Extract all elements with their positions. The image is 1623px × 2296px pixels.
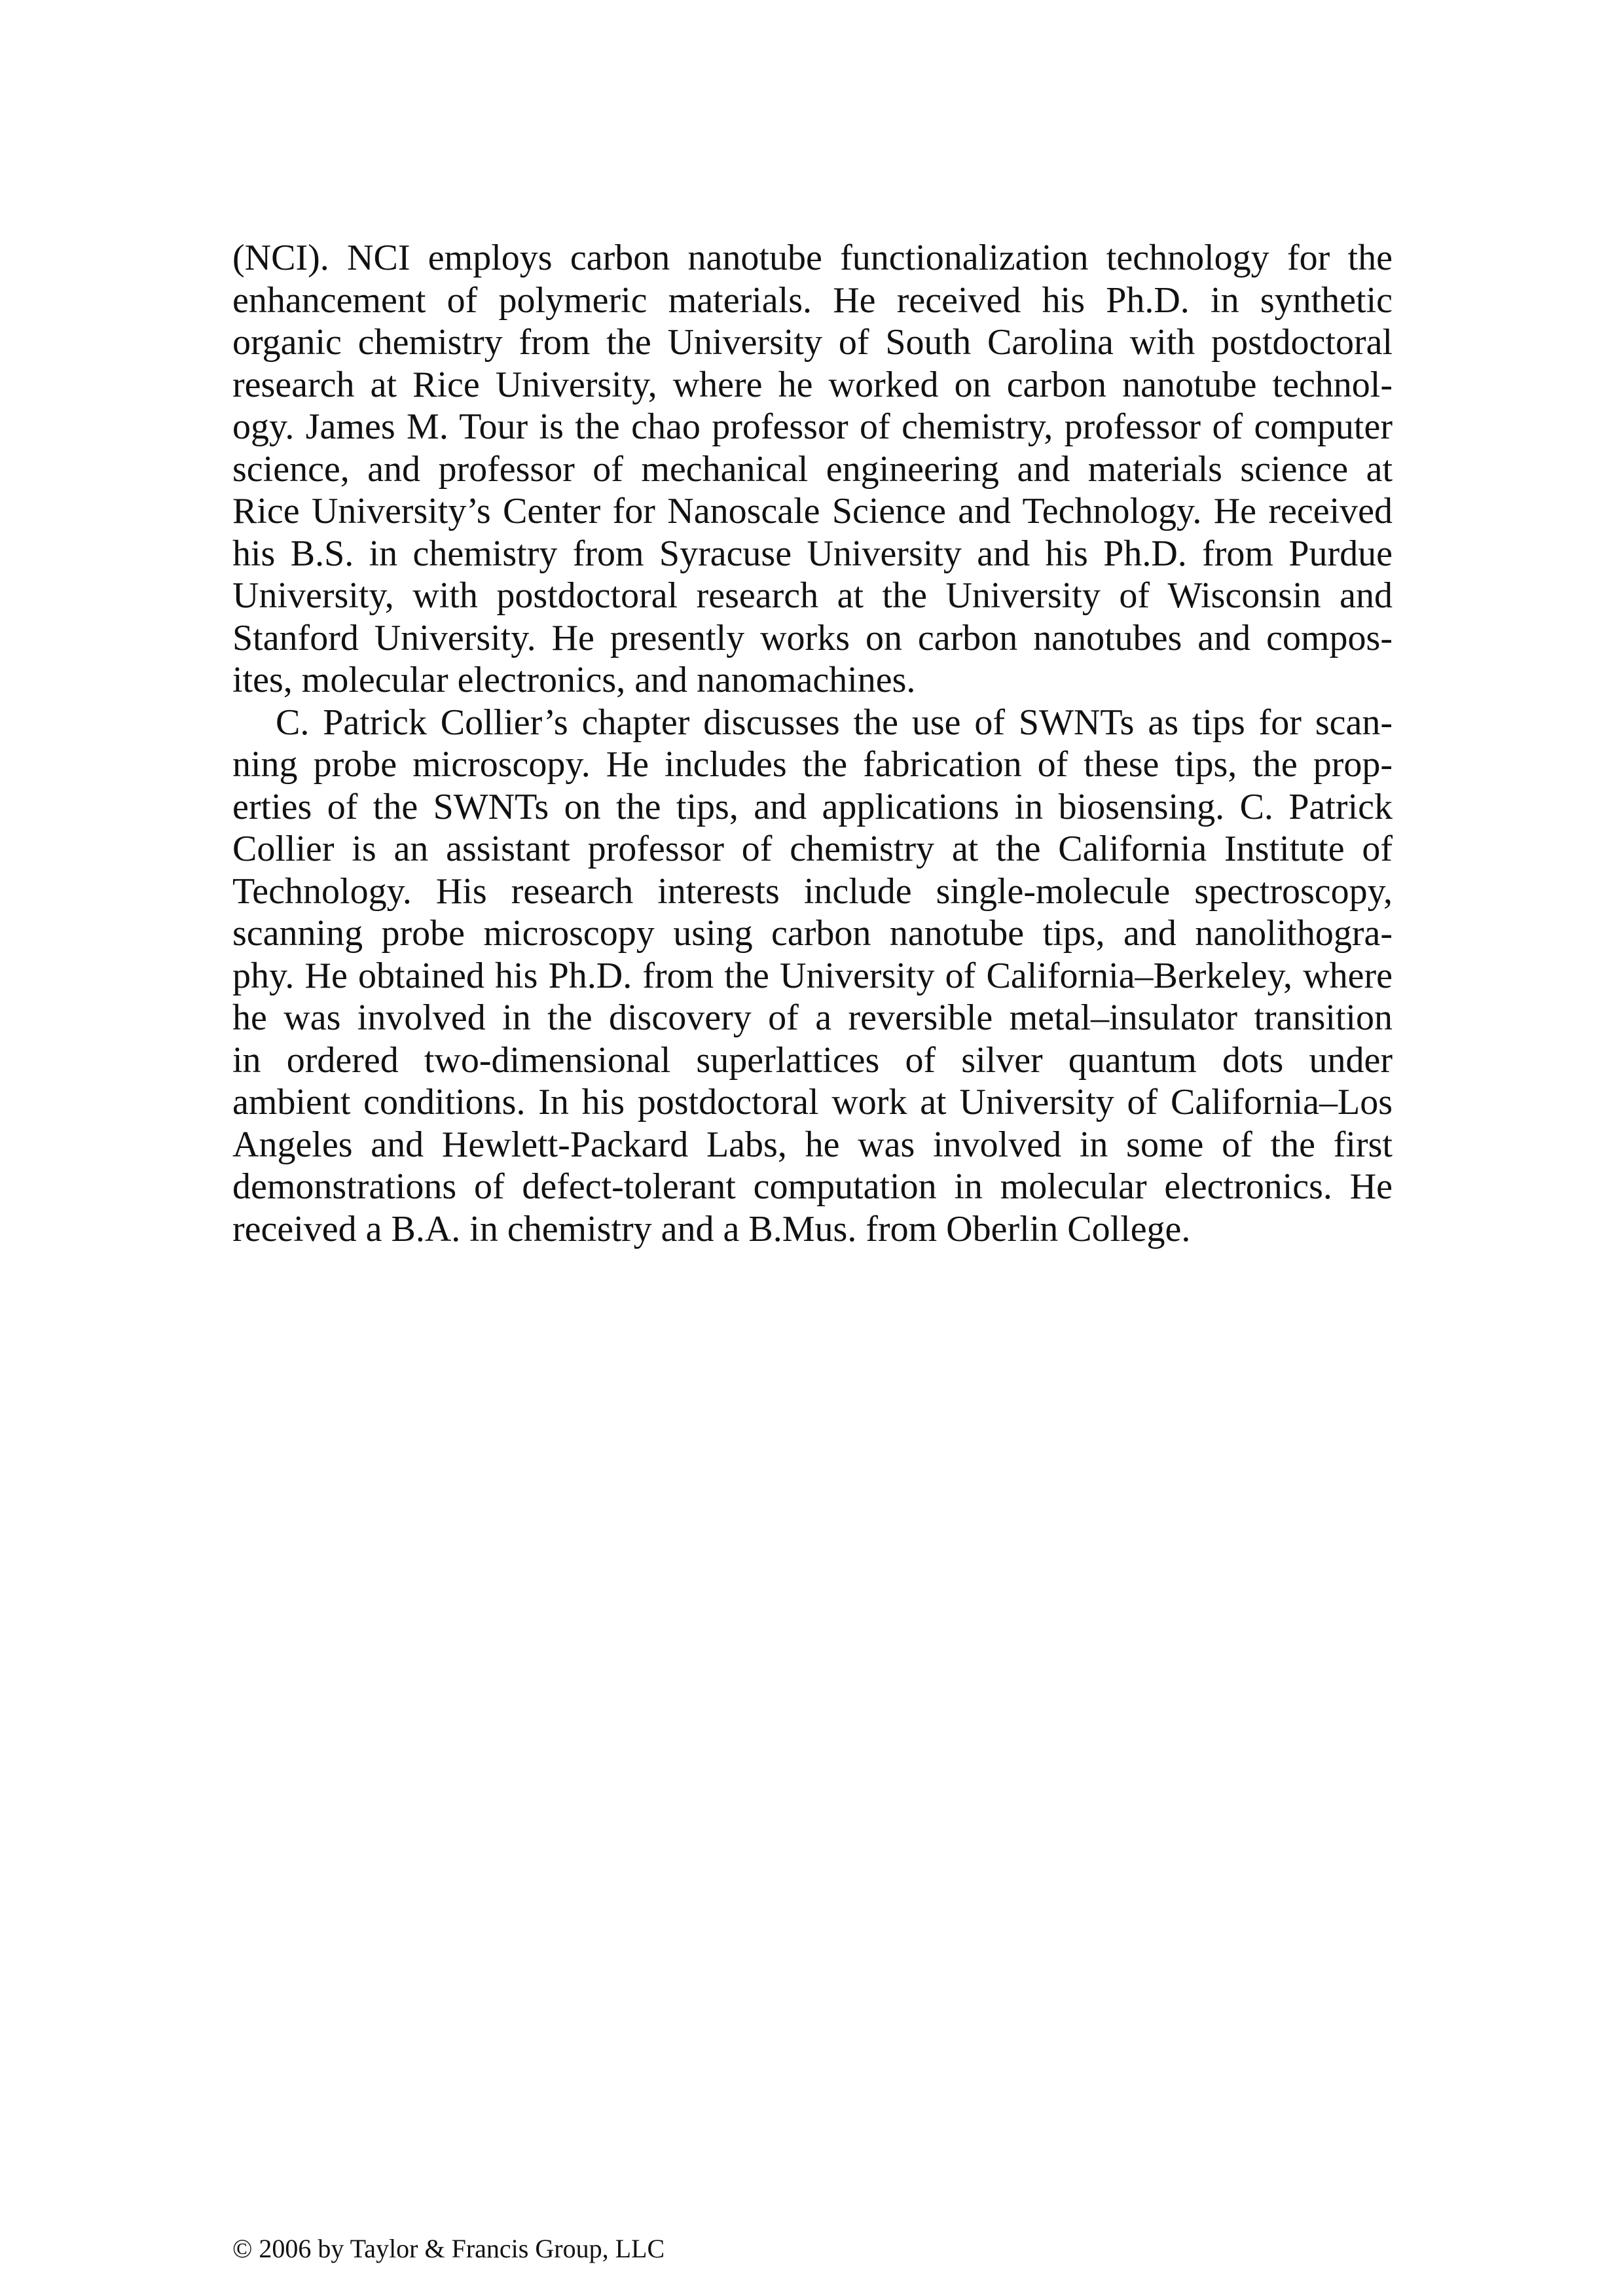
text-line: Technology. His research interests include single-molecule spectroscopy, [232,870,1393,912]
text-line: ites, molecular electronics, and nanomachines. [232,660,916,700]
text-line: Rice University’s Center for Nanoscale Science and Technology. He received [232,491,1393,531]
text-line: received a B.A. in chemistry and a B.Mus. from Oberlin College. [232,1208,1191,1249]
text-line: demonstrations of defect-tolerant computation in molecular electronics. He [232,1166,1393,1207]
text-line: erties of the SWNTs on the tips, and applications in biosensing. C. Patrick [232,786,1393,827]
text-line: scanning probe microscopy using carbon nanotube tips, and nanolithogra- [232,913,1393,954]
text-line: Stanford University. He presently works on carbon nanotubes and compos- [232,617,1393,658]
text-line: ning probe microscopy. He includes the fabrication of these tips, the prop- [232,744,1393,785]
text-line: organic chemistry from the University of South Carolina with postdoctoral [232,322,1393,363]
body-text [232,237,1393,1250]
text-line: phy. He obtained his Ph.D. from the University of California–Berkeley, where [232,955,1393,996]
text-line: his B.S. in chemistry from Syracuse University and his Ph.D. from Purdue [232,533,1393,574]
text-line: Collier is an assistant professor of chemistry at the California Institute of [232,829,1393,869]
text-line: science, and professor of mechanical engineering and materials science at [232,448,1393,490]
text-line: enhancement of polymeric materials. He received his Ph.D. in synthetic [232,279,1393,321]
text-line: ambient conditions. In his postdoctoral work at University of California–Los [232,1082,1393,1122]
copyright-footer: © 2006 by Taylor & Francis Group, LLC [232,2234,665,2263]
text-line: in ordered two-dimensional superlattices of silver quantum dots under [232,1039,1393,1081]
text-line: C. Patrick Collier’s chapter discusses the use of SWNTs as tips for scan- [276,702,1393,743]
paragraph-1 [232,237,1393,702]
paragraph-2 [232,702,1393,1251]
text-line: University, with postdoctoral research at the University of Wisconsin and [232,575,1393,616]
text-line: (NCI). NCI employs carbon nanotube functionalization technology for the [232,238,1393,278]
text-line: ogy. James M. Tour is the chao professor of chemistry, professor of computer [232,406,1393,447]
text-line: Angeles and Hewlett-Packard Labs, he was involved in some of the first [232,1124,1393,1165]
text-line: he was involved in the discovery of a reversible metal–insulator transition [232,997,1393,1038]
text-line: research at Rice University, where he worked on carbon nanotube technol- [232,364,1393,405]
